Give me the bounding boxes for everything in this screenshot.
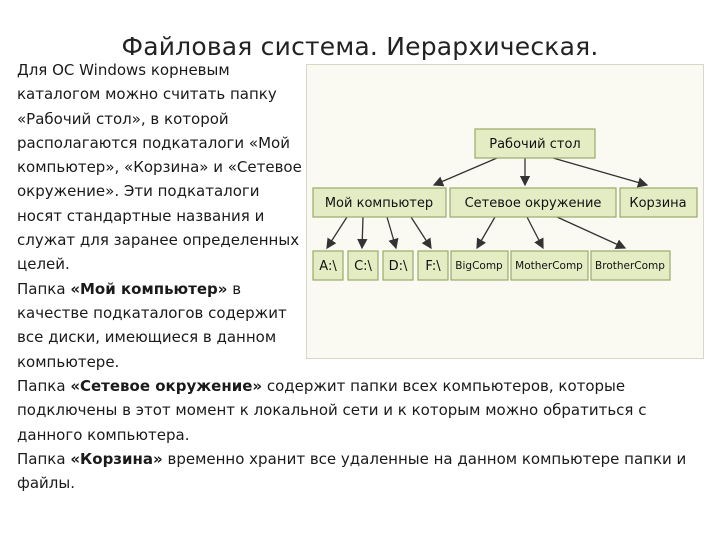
paragraph-recycle-bin: Папка «Корзина» временно хранит все удаленные на данном компьютере папки и файлы.	[17, 449, 687, 493]
hierarchy-diagram-svg	[307, 65, 705, 360]
recycle-bin-bold: «Корзина»	[70, 449, 163, 468]
network-bold: «Сетевое окружение»	[70, 377, 263, 395]
arrow-to-drive-a	[327, 217, 347, 248]
paragraph-network: Папка «Сетевое окружение» содержит папки всех компьютеров, которые подключены в этот момент к локальной сети и к которым можно обратиться с данного компьютера.	[17, 377, 647, 444]
bottom-text-block	[17, 374, 707, 495]
arrow-root-to-my-computer	[434, 158, 497, 185]
paragraph-my-computer: Папка «Мой компьютер» в качестве подкаталогов содержит все диски, имеющиеся в данном компьютере.	[17, 279, 287, 371]
arrow-to-brothercomp	[557, 217, 625, 248]
my-computer-bold: «Мой компьютер»	[70, 279, 228, 298]
node-drive-a-label: A:\	[319, 259, 337, 274]
arrow-to-mothercomp	[527, 217, 543, 248]
node-bigcomp-label: BigComp	[455, 260, 503, 272]
arrow-to-drive-f	[411, 217, 431, 248]
arrow-to-drive-d	[387, 217, 396, 248]
arrow-to-drive-c	[362, 217, 363, 248]
arrow-root-to-recycle-bin	[553, 158, 647, 185]
paragraph-root-folder: Для ОС Windows корневым каталогом можно считать папку «Рабочий стол», в которой располагаются подкаталоги «Мой компьютер», «Корзина» и «Сетевое окружение». Эти подкаталоги носят стандартные названия и служат для заранее определенных целей.	[17, 61, 302, 274]
node-my-computer-label: Мой компьютер	[324, 196, 434, 211]
node-mothercomp-label: MotherComp	[515, 260, 583, 272]
arrow-to-bigcomp	[477, 217, 495, 248]
node-desktop-label: Рабочий стол	[489, 137, 581, 152]
node-drive-f-label: F:\	[425, 259, 441, 274]
node-recycle-bin-label: Корзина	[629, 196, 687, 211]
left-text-block	[17, 58, 302, 374]
node-brothercomp-label: BrotherComp	[595, 260, 665, 272]
node-drive-d-label: D:\	[388, 259, 408, 274]
node-network-label: Сетевое окружение	[464, 196, 602, 211]
node-drive-c-label: C:\	[354, 259, 372, 274]
slide-title: Файловая система. Иерархическая.	[121, 32, 599, 61]
hierarchy-diagram	[306, 64, 704, 359]
